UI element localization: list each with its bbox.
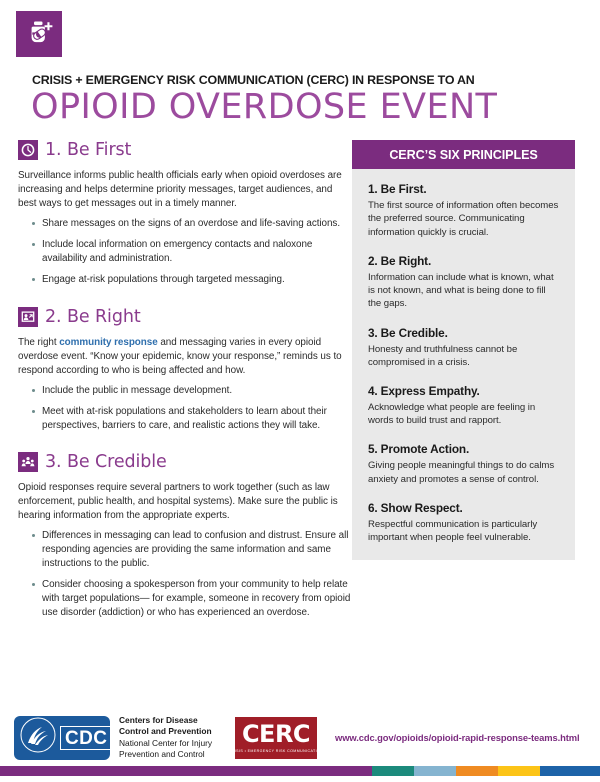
principle-description: The first source of information often becomes the preferred source. Communicating information quickly is crucial. <box>368 200 559 238</box>
principle-description: Acknowledge what people are feeling in words to build trust and rapport. <box>368 401 536 427</box>
cdc-name-line-1: Centers for Disease <box>119 715 198 725</box>
list-item: Include local information on emergency contacts and naloxone availability and administration. <box>32 238 352 266</box>
pill-bottle-plus-icon <box>16 11 62 57</box>
intro-text-post: and messaging varies in every opioid overdose event. “Know your epidemic, know your response,” reminds us to respond according to who is being affected and how. <box>18 336 342 376</box>
cdc-name-line-3: National Center for Injury <box>119 737 213 748</box>
cerc-principles-panel <box>352 140 575 560</box>
bar-segment-blue <box>540 766 600 776</box>
list-item: Share messages on the signs of an overdose and life-saving actions. <box>32 217 352 231</box>
page-title: OPIOID OVERDOSE EVENT <box>31 87 498 127</box>
clock-icon <box>18 140 38 160</box>
header-kicker: CRISIS + EMERGENCY RISK COMMUNICATION (CERC) IN RESPONSE TO AN <box>32 73 475 87</box>
hhs-seal-icon <box>18 716 58 759</box>
section-intro: Opioid responses require several partners to work together (such as law enforcement, public health, and hospital systems). Make sure the public is hearing information from the appropriate experts. <box>18 481 338 522</box>
principle-item <box>368 182 559 239</box>
principle-item <box>368 442 559 485</box>
principle-title: 4. Express Empathy. <box>368 383 480 398</box>
bar-segment-yellow <box>498 766 540 776</box>
bullet-list <box>18 217 352 287</box>
cdc-acronym: CDC <box>60 726 112 750</box>
sidebar-column <box>352 140 582 560</box>
page-footer <box>0 715 600 760</box>
list-item: Engage at-risk populations through targeted messaging. <box>32 273 352 287</box>
bar-segment-teal <box>372 766 414 776</box>
footer-url[interactable]: www.cdc.gov/opioids/opioid-rapid-response-teams.html <box>335 732 580 743</box>
section-intro <box>18 336 352 378</box>
section-be-right <box>18 307 352 433</box>
bar-segment-light-blue <box>414 766 456 776</box>
bar-segment-orange <box>456 766 498 776</box>
principle-title: 1. Be First. <box>368 182 427 197</box>
principle-description: Honesty and truthfulness cannot be compromised in a crisis. <box>368 343 518 368</box>
bullet-list <box>18 529 352 620</box>
bar-segment-purple <box>0 766 372 776</box>
principle-title: 2. Be Right. <box>368 253 432 268</box>
bullet-list <box>18 384 352 433</box>
principle-description: Giving people meaningful things to do calms anxiety and promotes a sense of control. <box>368 460 555 485</box>
principle-item <box>368 254 559 311</box>
bottom-color-bar <box>0 766 600 776</box>
section-be-first <box>18 140 352 287</box>
principle-item <box>368 326 559 369</box>
section-header <box>18 140 352 160</box>
principle-description: Information can include what is known, what is not known, and what is being done to fill the gaps. <box>368 271 554 310</box>
list-item: Include the public in message development. <box>32 384 352 398</box>
sidebar-body <box>352 169 575 544</box>
list-item: Meet with at-risk populations and stakeholders to learn about their perspectives, barriers to care, and realistic actions they will take. <box>32 405 352 433</box>
principle-item <box>368 384 559 427</box>
principle-title: 3. Be Credible. <box>368 325 448 340</box>
cdc-name-line-4: Prevention and Control <box>119 748 205 759</box>
sidebar-title: CERC’S SIX PRINCIPLES <box>352 140 575 169</box>
section-title: 1. Be First <box>45 140 132 161</box>
section-header <box>18 452 352 472</box>
list-item: Consider choosing a spokesperson from your community to help relate with target populations— for example, someone in recovery from opioid use disorder (addiction) or who has experienced an overdose. <box>32 578 352 620</box>
section-title: 2. Be Right <box>45 306 141 327</box>
principle-title: 6. Show Respect. <box>368 500 463 515</box>
cdc-logo <box>14 716 110 760</box>
principle-title: 5. Promote Action. <box>368 442 470 457</box>
page-header <box>0 0 600 126</box>
section-header <box>18 307 352 327</box>
section-title: 3. Be Credible <box>45 451 167 472</box>
cdc-name-line-2: Control and Prevention <box>119 726 212 737</box>
intro-text-pre: The right <box>18 336 60 348</box>
cdc-agency-name <box>119 715 223 760</box>
list-item: Differences in messaging can lead to confusion and distrust. Ensure all responding agencies are providing the same information and same instructions to the public. <box>32 529 352 571</box>
cerc-logo <box>228 717 324 759</box>
community-response-link[interactable]: community response <box>59 336 158 348</box>
principle-description: Respectful communication is particularly important when people feel vulnerable. <box>368 518 538 544</box>
presentation-person-icon <box>18 307 38 327</box>
people-group-icon <box>18 452 38 472</box>
cerc-acronym: CERC <box>241 720 311 748</box>
main-column <box>0 140 352 639</box>
cerc-tagline: CRISIS • EMERGENCY RISK COMMUNICATION <box>228 749 324 753</box>
page-content <box>0 140 600 639</box>
section-be-credible <box>18 452 352 621</box>
principle-item <box>368 501 559 544</box>
section-intro: Surveillance informs public health officials early when opioid overdoses are increasing and helps determine priority messages, target audiences, and best ways to get messages out in a timely manner. <box>18 170 342 210</box>
